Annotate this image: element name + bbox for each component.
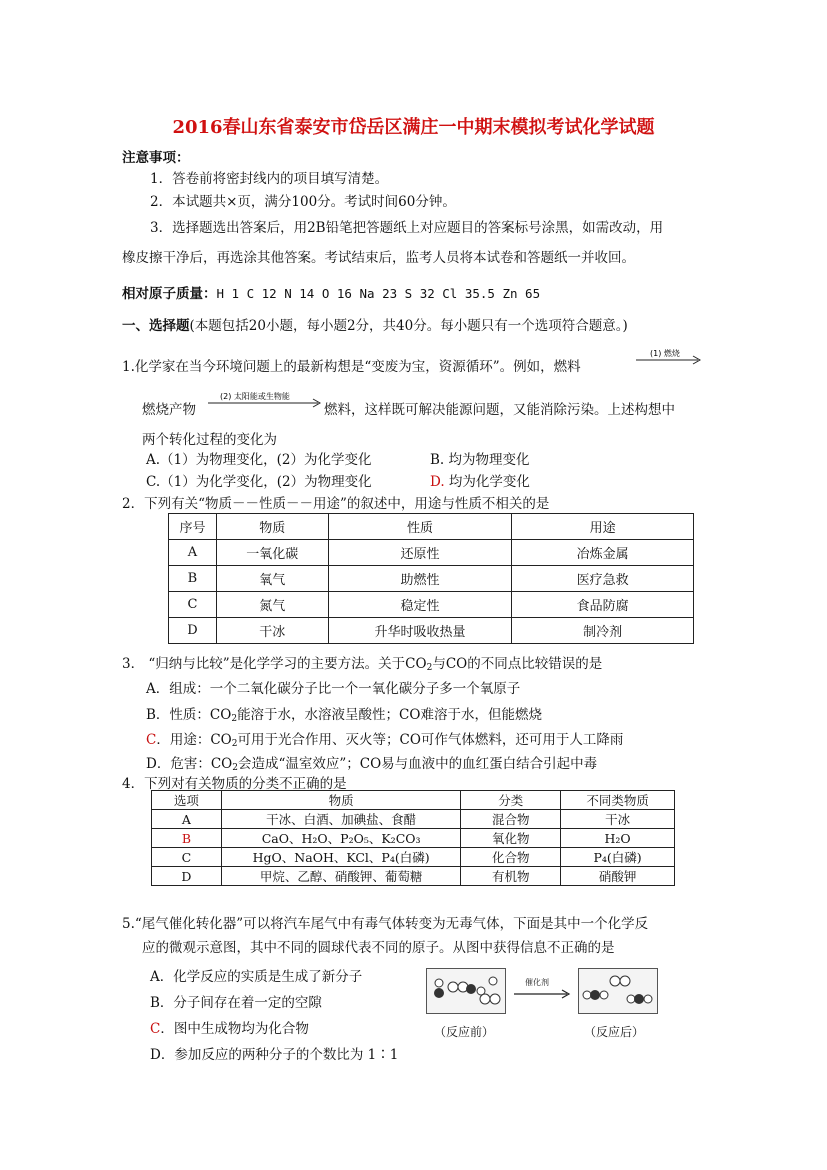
table-row: [152, 810, 675, 829]
note-1: 1．答卷前将密封线内的项目填写清楚。: [150, 171, 389, 187]
q3-option-b-b: 能溶于水，水溶液呈酸性；CO难溶于水，但能燃烧: [237, 707, 542, 723]
arrow-1-icon: [634, 346, 704, 366]
q1-line-2b: 燃料，这样既可解决能源问题，又能消除污染。上述构想中: [324, 402, 675, 418]
q3-option-b: [146, 703, 542, 724]
q3-stem: [122, 652, 602, 673]
table-header: 序号: [169, 514, 217, 540]
q5-option-d: D．参加反应的两种分子的个数比为 1∶1: [150, 1047, 399, 1063]
before-panel: [426, 968, 506, 1014]
arrow-2-icon: [206, 389, 326, 409]
table-header: 物质: [216, 514, 328, 540]
table-cell: HgO、NaOH、KCl、P₄(白磷): [221, 848, 461, 867]
q1-option-b: B. 均为物理变化: [430, 452, 530, 468]
subscript: 2: [232, 763, 238, 773]
subscript: 2: [426, 663, 433, 673]
q3-stem-b: 与CO的不同点比较错误的是: [432, 656, 603, 672]
table-header: 分类: [461, 791, 561, 810]
molecules-after-icon: [579, 969, 657, 1013]
table-cell: 食品防腐: [512, 592, 694, 618]
table-cell: D: [169, 618, 217, 644]
catalyst-label: 催化剂: [525, 978, 549, 987]
q3-option-d: [146, 752, 597, 773]
notes-heading: 注意事项：: [122, 150, 190, 166]
q5-option-c-letter: C: [150, 1021, 161, 1037]
q4-table: [151, 790, 675, 886]
subscript: 2: [231, 739, 238, 749]
table-row: [152, 829, 675, 848]
table-header: 用途: [512, 514, 694, 540]
atomic-mass-label: 相对原子质量：: [122, 286, 217, 302]
atomic-mass-values: H 1 C 12 N 14 O 16 Na 23 S 32 Cl 35.5 Zn 65: [216, 286, 541, 301]
before-label: （反应前）: [434, 1025, 495, 1039]
q3-option-b-a: B．性质：CO: [146, 707, 232, 723]
q3-option-c-b: 可用于光合作用、灭火等；CO可作气体燃料，还可用于人工降雨: [237, 732, 624, 748]
q4-stem: 4．下列对有关物质的分类不正确的是: [122, 776, 347, 792]
q3-stem-a: 3． “归纳与比较”是化学学习的主要方法。关于CO: [122, 656, 427, 672]
table-cell: 干冰: [561, 810, 675, 829]
q1-line-1: 1.化学家在当今环境问题上的最新构想是“变废为宝，资源循环”。例如，燃料: [122, 359, 581, 375]
table-row: [152, 867, 675, 886]
q3-option-c-letter: C: [146, 732, 157, 748]
table-cell: C: [169, 592, 217, 618]
table-cell: D: [152, 867, 222, 886]
table-cell: A: [152, 810, 222, 829]
table-cell: C: [152, 848, 222, 867]
table-cell: 硝酸钾: [561, 867, 675, 886]
subscript: 2: [231, 714, 238, 724]
table-row: [169, 618, 694, 644]
after-label: （反应后）: [584, 1025, 645, 1039]
q3-option-c-a: ．用途：CO: [156, 732, 232, 748]
molecules-before-icon: [427, 969, 505, 1013]
table-row: [169, 592, 694, 618]
q5-option-a: A．化学反应的实质是生成了新分子: [150, 969, 363, 985]
q1-option-d-letter: D.: [430, 474, 445, 490]
q1-option-c: C.（1）为化学变化，(2）为物理变化: [146, 474, 372, 490]
table-row: [169, 540, 694, 566]
table-header: 物质: [221, 791, 461, 810]
q1-line-2a: 燃烧产物: [142, 402, 196, 418]
table-cell: 冶炼金属: [512, 540, 694, 566]
q3-option-a: A．组成：一个二氧化碳分子比一个一氧化碳分子多一个氧原子: [146, 681, 521, 697]
section-1: [122, 314, 628, 334]
table-cell: 还原性: [328, 540, 512, 566]
table-cell: 混合物: [461, 810, 561, 829]
note-3a: 3．选择题选出答案后，用2B铅笔把答题纸上对应题目的答案标号涂黑，如需改动，用: [150, 220, 664, 236]
q2-table: [168, 513, 694, 644]
table-cell: 氧气: [216, 566, 328, 592]
table-cell: 一氧化碳: [216, 540, 328, 566]
table-cell: 医疗急救: [512, 566, 694, 592]
table-cell: 氧化物: [461, 829, 561, 848]
q1-option-d: [430, 470, 530, 490]
table-cell: 制冷剂: [512, 618, 694, 644]
q1-line-3: 两个转化过程的变化为: [142, 432, 277, 448]
note-3b: 橡皮擦干净后，再选涂其他答案。考试结束后，监考人员将本试卷和答题纸一并收回。: [122, 250, 635, 266]
table-cell: B: [152, 829, 222, 848]
q5-option-c-text: ．图中生成物均为化合物: [160, 1021, 309, 1037]
q1-option-a: A.（1）为物理变化，(2）为化学变化: [146, 452, 372, 468]
q3-option-d-a: D．危害：CO: [146, 756, 233, 772]
table-cell: 氮气: [216, 592, 328, 618]
table-header: 选项: [152, 791, 222, 810]
section-1-heading: 一、选择题: [122, 318, 190, 334]
arrow-2-label: (2) 太阳能或生物能: [220, 392, 290, 401]
q1-option-d-text: 均为化学变化: [444, 474, 530, 490]
table-cell: 干冰、白酒、加碘盐、食醋: [221, 810, 461, 829]
q3-option-d-b: 会造成“温室效应”；CO易与血液中的血红蛋白结合引起中毒: [237, 756, 598, 772]
q5-line-1: 5.“尾气催化转化器”可以将汽车尾气中有毒气体转变为无毒气体，下面是其中一个化学反: [122, 916, 649, 932]
note-2: 2．本试题共×页，满分100分。考试时间60分钟。: [150, 194, 456, 210]
table-cell: 稳定性: [328, 592, 512, 618]
q5-line-2: 应的微观示意图，其中不同的圆球代表不同的原子。从图中获得信息不正确的是: [142, 940, 615, 956]
table-cell: CaO、H₂O、P₂O₅、K₂CO₃: [221, 829, 461, 848]
table-row: [152, 848, 675, 867]
table-cell: A: [169, 540, 217, 566]
exam-title: 2016春山东省泰安市岱岳区满庄一中期末模拟考试化学试题: [172, 117, 655, 138]
table-row: [169, 566, 694, 592]
table-cell: 甲烷、乙醇、硝酸钾、葡萄糖: [221, 867, 461, 886]
table-cell: 化合物: [461, 848, 561, 867]
q5-option-b: B．分子间存在着一定的空隙: [150, 995, 322, 1011]
table-header: 性质: [328, 514, 512, 540]
atomic-mass-line: [122, 282, 540, 302]
table-header: 不同类物质: [561, 791, 675, 810]
section-1-desc: (本题包括20小题，每小题2分，共40分。每小题只有一个选项符合题意。): [189, 318, 628, 334]
table-cell: 助燃性: [328, 566, 512, 592]
arrow-1-label: (1) 燃烧: [650, 349, 680, 358]
table-cell: 升华时吸收热量: [328, 618, 512, 644]
after-panel: [578, 968, 658, 1014]
q5-option-c: [150, 1017, 309, 1037]
q3-option-c: [146, 728, 623, 749]
table-header-row: [169, 514, 694, 540]
q2-stem: 2．下列有关“物质－－性质－－用途”的叙述中，用途与性质不相关的是: [122, 496, 550, 512]
reaction-diagram: [426, 968, 666, 1038]
table-cell: 有机物: [461, 867, 561, 886]
table-cell: P₄(白磷): [561, 848, 675, 867]
table-header-row: [152, 791, 675, 810]
table-cell: H₂O: [561, 829, 675, 848]
table-cell: B: [169, 566, 217, 592]
table-cell: 干冰: [216, 618, 328, 644]
